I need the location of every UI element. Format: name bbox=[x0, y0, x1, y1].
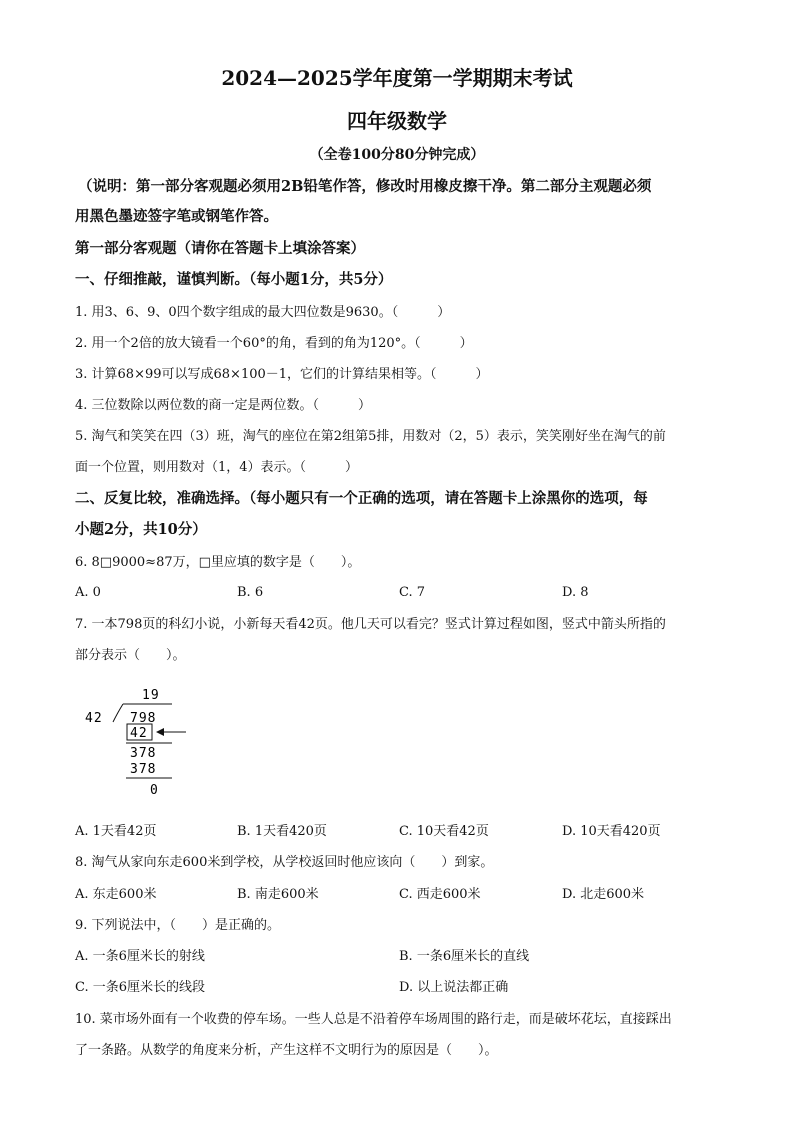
division-quotient: 19 bbox=[142, 688, 160, 703]
question-10-line-1: 10. 菜市场外面有一个收费的停车场。一些人总是不沿着停车场周围的路行走，而是破坏花坛，直接踩出 bbox=[75, 1012, 672, 1027]
instructions-line-1: （说明：第一部分客观题必须用2B铅笔作答，修改时用橡皮擦干净。第二部分主观题必须 bbox=[78, 178, 652, 195]
question-7-line-2: 部分表示（ ）。 bbox=[75, 648, 186, 663]
division-step-1: 42 bbox=[130, 726, 148, 741]
division-step-2: 378 bbox=[130, 746, 157, 761]
question-8: 8. 淘气从家向东走600米到学校，从学校返回时他应该向（ ）到家。 bbox=[75, 855, 494, 870]
question-3: 3. 计算68×99可以写成68×100－1，它们的计算结果相等。（ ） bbox=[75, 367, 489, 382]
question-8-option-b: B. 南走600米 bbox=[237, 887, 319, 902]
part1-heading: 第一部分客观题（请你在答题卡上填涂答案） bbox=[75, 240, 365, 257]
exam-time-note: （全卷100分80分钟完成） bbox=[309, 147, 485, 163]
question-7-option-d: D. 10天看420页 bbox=[562, 824, 661, 839]
question-6-option-d: D. 8 bbox=[562, 585, 589, 600]
long-division-figure bbox=[80, 682, 200, 802]
question-6-option-a: A. 0 bbox=[75, 585, 101, 600]
question-1: 1. 用3、6、9、0四个数字组成的最大四位数是9630。（ ） bbox=[75, 305, 451, 320]
question-9-option-b: B. 一条6厘米长的直线 bbox=[399, 949, 530, 964]
division-dividend: 798 bbox=[130, 711, 157, 726]
exam-subject: 四年级数学 bbox=[347, 109, 447, 133]
question-6-option-b: B. 6 bbox=[237, 585, 264, 600]
division-step-3: 378 bbox=[130, 762, 157, 777]
question-5-line-1: 5. 淘气和笑笑在四（3）班，淘气的座位在第2组第5排，用数对（2，5）表示，笑笑刚好坐在淘气的前 bbox=[75, 429, 666, 444]
question-8-option-d: D. 北走600米 bbox=[562, 887, 645, 902]
question-8-option-a: A. 东走600米 bbox=[75, 887, 157, 902]
division-remainder: 0 bbox=[150, 783, 158, 798]
question-7-option-a: A. 1天看42页 bbox=[75, 824, 157, 839]
section2-heading-line-1: 二、反复比较，准确选择。（每小题只有一个正确的选项，请在答题卡上涂黑你的选项，每 bbox=[75, 490, 648, 507]
question-6-option-c: C. 7 bbox=[399, 585, 426, 600]
section1-heading: 一、仔细推敲，谨慎判断。（每小题1分，共5分） bbox=[75, 271, 393, 288]
question-9-option-a: A. 一条6厘米长的射线 bbox=[75, 949, 205, 964]
question-10-line-2: 了一条路。从数学的角度来分析，产生这样不文明行为的原因是（ ）。 bbox=[75, 1043, 498, 1058]
question-9: 9. 下列说法中，（ ）是正确的。 bbox=[75, 918, 281, 933]
division-bracket bbox=[113, 704, 123, 722]
section2-heading-line-2: 小题2分，共10分） bbox=[75, 521, 207, 538]
question-9-option-d: D. 以上说法都正确 bbox=[399, 980, 509, 995]
question-7-option-c: C. 10天看42页 bbox=[399, 824, 489, 839]
question-9-option-c: C. 一条6厘米长的线段 bbox=[75, 980, 206, 995]
division-divisor: 42 bbox=[85, 711, 103, 726]
question-2: 2. 用一个2倍的放大镜看一个60°的角，看到的角为120°。（ ） bbox=[75, 336, 473, 351]
arrow-head-icon bbox=[156, 728, 164, 736]
question-6: 6. 8□9000≈87万，□里应填的数字是（ ）。 bbox=[75, 555, 361, 570]
instructions-line-2: 用黑色墨迹签字笔或钢笔作答。 bbox=[75, 208, 278, 225]
question-5-line-2: 面一个位置，则用数对（1，4）表示。（ ） bbox=[75, 460, 359, 475]
exam-title: 2024—2025学年度第一学期期末考试 bbox=[221, 66, 573, 90]
question-7-option-b: B. 1天看420页 bbox=[237, 824, 327, 839]
question-8-option-c: C. 西走600米 bbox=[399, 887, 481, 902]
question-7-line-1: 7. 一本798页的科幻小说，小新每天看42页。他几天可以看完？竖式计算过程如图，竖式中箭头所指的 bbox=[75, 617, 666, 632]
question-4: 4. 三位数除以两位数的商一定是两位数。（ ） bbox=[75, 398, 372, 413]
